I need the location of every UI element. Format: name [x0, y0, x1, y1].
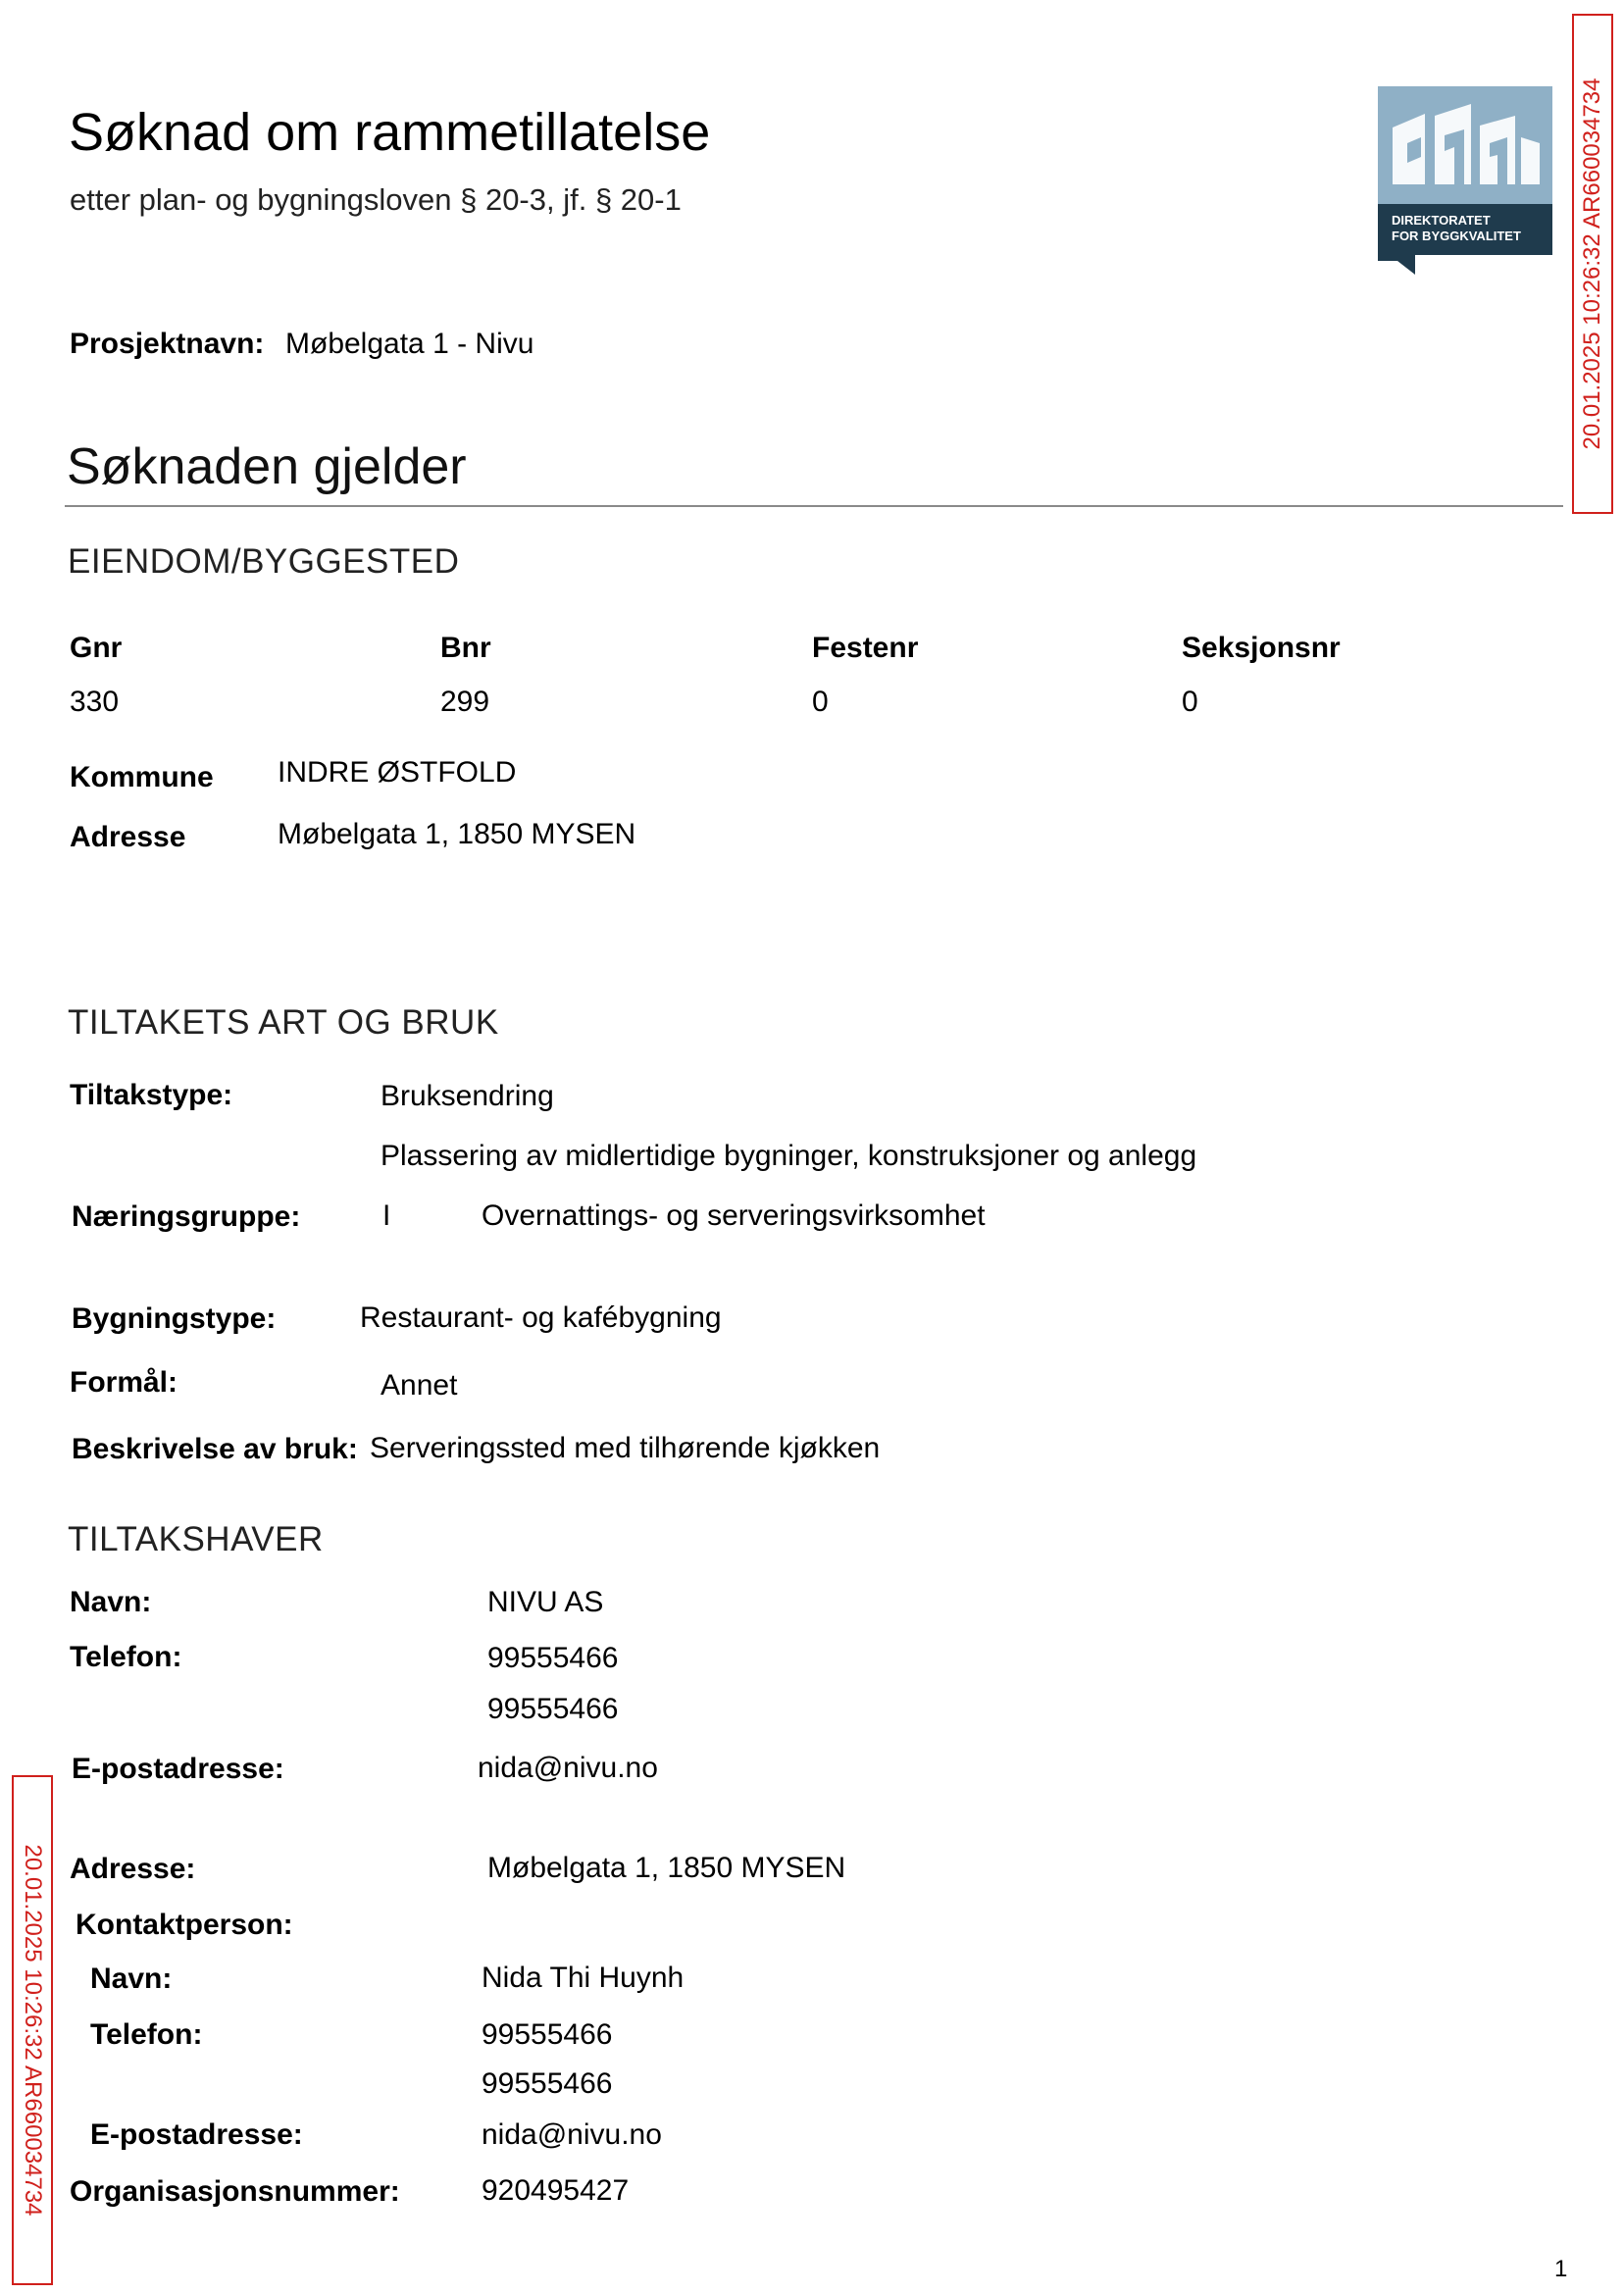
page-number: 1 [1554, 2256, 1568, 2282]
naeringsgruppe-code: I [382, 1199, 391, 1232]
adresse-value: Møbelgata 1, 1850 MYSEN [278, 818, 636, 850]
orgnr-label: Organisasjonsnummer: [70, 2175, 400, 2208]
telefon-label: Telefon: [70, 1641, 182, 1673]
seksjonsnr-value: 0 [1182, 686, 1198, 718]
naeringsgruppe-label: Næringsgruppe: [72, 1200, 301, 1233]
festenr-label: Festenr [812, 632, 919, 664]
logo-line2: FOR BYGGKVALITET [1392, 229, 1521, 243]
kontakt-navn-label: Navn: [90, 1963, 173, 1995]
bygningstype-label: Bygningstype: [72, 1302, 277, 1335]
project-label: Prosjektnavn: [70, 328, 265, 360]
kontakt-epost-value: nida@nivu.no [482, 2118, 662, 2151]
seksjonsnr-label: Seksjonsnr [1182, 632, 1341, 664]
stamp-text: 20.01.2025 10:26:32 AR660034734 [1579, 77, 1605, 450]
gnr-label: Gnr [70, 632, 123, 664]
orgnr-value: 920495427 [482, 2174, 630, 2207]
kontakt-epost-label: E-postadresse: [90, 2118, 303, 2151]
navn-value: NIVU AS [487, 1586, 604, 1618]
navn-label: Navn: [70, 1586, 152, 1618]
tiltakstype-label: Tiltakstype: [70, 1079, 233, 1111]
tiltakstype-value-2: Plassering av midlertidige bygninger, konstruksjoner og anlegg [381, 1140, 1197, 1172]
project-name: Møbelgata 1 - Nivu [285, 328, 534, 360]
tiltakshaver-heading: TILTAKSHAVER [68, 1520, 324, 1558]
th-adresse-label: Adresse: [70, 1853, 196, 1885]
dibk-logo [1378, 86, 1552, 275]
kontakt-navn-value: Nida Thi Huynh [482, 1962, 685, 1994]
telefon-value-1: 99555466 [487, 1642, 619, 1674]
logo-line1: DIREKTORATET [1392, 213, 1491, 228]
beskrivelse-value: Serveringssted med tilhørende kjøkken [370, 1432, 881, 1464]
kontakt-telefon-label: Telefon: [90, 2018, 203, 2051]
telefon-value-2: 99555466 [487, 1693, 619, 1725]
epost-value: nida@nivu.no [478, 1752, 658, 1784]
stamp-text: 20.01.2025 10:26:32 AR660034734 [20, 1844, 46, 2217]
kommune-value: INDRE ØSTFOLD [278, 756, 517, 789]
stamp-top-right [1572, 14, 1613, 514]
stamp-bottom-left [12, 1775, 53, 2285]
section-title: Søknaden gjelder [67, 438, 467, 495]
festenr-value: 0 [812, 686, 829, 718]
th-adresse-value: Møbelgata 1, 1850 MYSEN [487, 1852, 846, 1884]
page-title: Søknad om rammetillatelse [69, 103, 711, 162]
gnr-value: 330 [70, 686, 120, 718]
tiltakstype-value-1: Bruksendring [381, 1080, 554, 1112]
page-subtitle: etter plan- og bygningsloven § 20-3, jf. § 20-1 [70, 182, 682, 217]
naeringsgruppe-value: Overnattings- og serveringsvirksomhet [482, 1199, 986, 1232]
formal-value: Annet [381, 1369, 458, 1402]
epost-label: E-postadresse: [72, 1753, 284, 1785]
bygningstype-value: Restaurant- og kafébygning [360, 1301, 722, 1334]
formal-label: Formål: [70, 1366, 178, 1399]
beskrivelse-label: Beskrivelse av bruk: [72, 1433, 358, 1465]
tiltak-heading: TILTAKETS ART OG BRUK [68, 1003, 499, 1042]
adresse-label: Adresse [70, 821, 186, 853]
kommune-label: Kommune [70, 761, 214, 793]
bnr-label: Bnr [440, 632, 491, 664]
kontakt-telefon-value-1: 99555466 [482, 2018, 613, 2051]
section-divider [65, 505, 1563, 507]
kontakt-telefon-value-2: 99555466 [482, 2067, 613, 2100]
eiendom-heading: EIENDOM/BYGGESTED [68, 542, 460, 581]
bnr-value: 299 [440, 686, 490, 718]
kontaktperson-label: Kontaktperson: [76, 1909, 293, 1941]
